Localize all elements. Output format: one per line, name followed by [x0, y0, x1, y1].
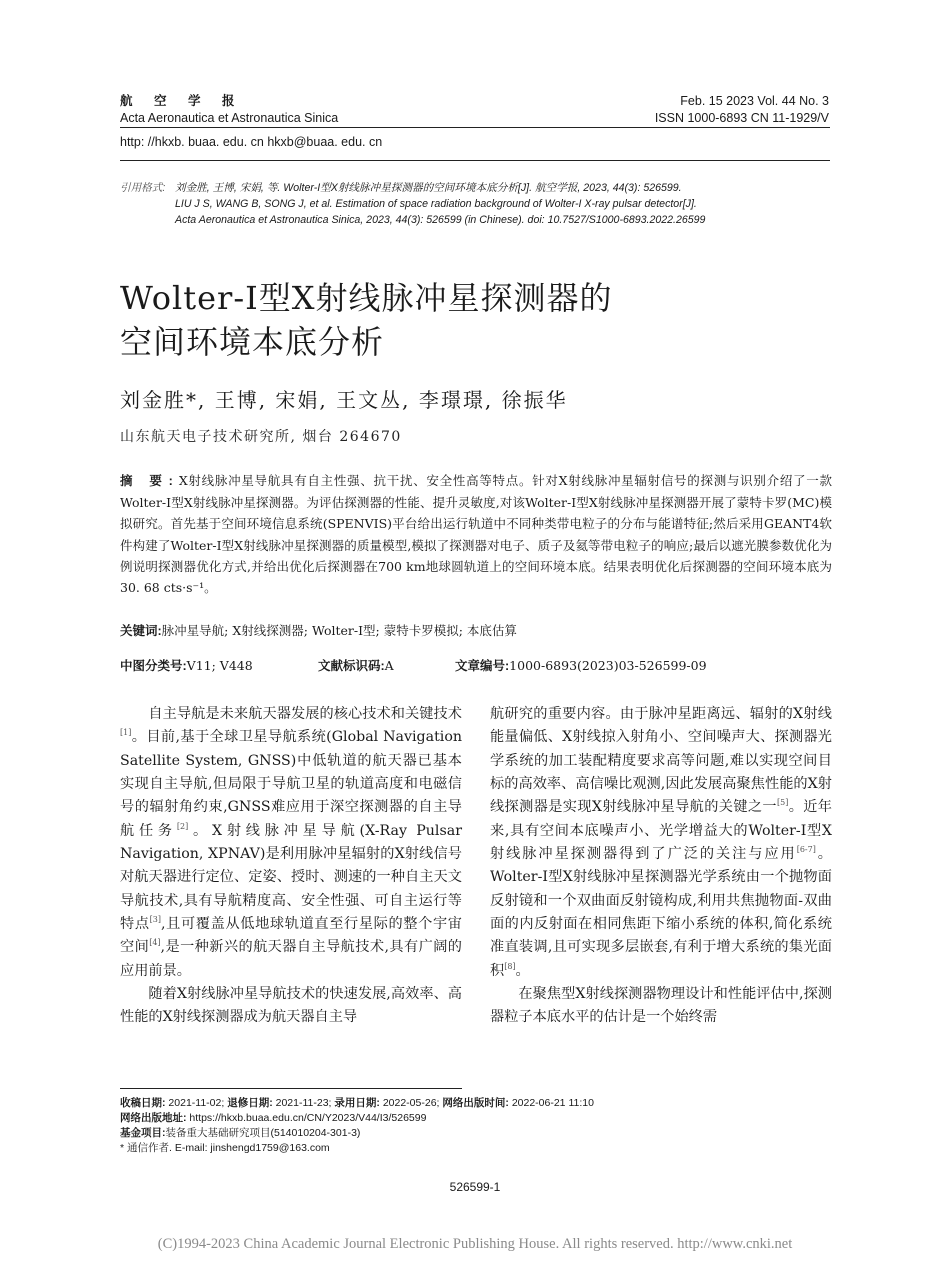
issue-date-volume: Feb. 15 2023 Vol. 44 No. 3	[680, 94, 829, 108]
body-text: ,是一种新兴的航天器自主导航技术,具有广阔的应用前景。	[120, 939, 462, 979]
journal-name-en: Acta Aeronautica et Astronautica Sinica	[120, 111, 339, 125]
online-date: 2022-06-21 11:10	[511, 1097, 594, 1109]
body-text: 航研究的重要内容。由于脉冲星距离远、辐射的X射线能量偏低、X射线掠入射角小、空间噪声大、探测器光学系统的加工装配精度要求高等问题,难以实现空间目标的高效率、高信噪比观测,因此发展高聚焦性能的X射线探测器是实现X射线脉冲星导航的关键之一	[490, 706, 832, 816]
abstract-text: X射线脉冲星导航具有自主性强、抗干扰、安全性高等特点。针对X射线脉冲星辐射信号的探测与识别介绍了一款Wolter-I型X射线脉冲星探测器。为评估探测器的性能、提升灵敏度,对该Wolter-I型X射线脉冲星探测器开展了蒙特卡罗(MC)模拟研究。首先基于空间环境信息系统(SPENVIS)平台给出运行轨道中不同种类带电粒子的分布与能谱特征;然后采用GEANT4软件构建了Wolter-I型X射线脉冲星探测器的质量模型,模拟了探测器对电子、质子及氦等带电粒子的响应;最后以遮光膜参数优化为例说明探测器优化方式,并给出优化后探测器在700 km地球圆轨道上的空间环境本底。结果表明优化后探测器的空间环境本底为30. 68 cts·s⁻¹。	[120, 473, 832, 596]
body-paragraph: 随着X射线脉冲星导航技术的快速发展,高效率、高性能的X射线探测器成为航天器自主导	[120, 986, 462, 1026]
journal-name-cn: 航 空 学 报	[120, 94, 244, 108]
body-column-left	[120, 703, 462, 1030]
reference-marker[interactable]: [6-7]	[796, 845, 816, 855]
received-date: 2021-11-02;	[168, 1097, 225, 1109]
body-paragraph	[120, 703, 462, 983]
doc-code-label: 文献标识码:	[318, 659, 385, 673]
doc-code-value: A	[384, 658, 394, 673]
citation-block	[120, 180, 832, 228]
revised-label: 退修日期:	[227, 1097, 273, 1109]
copyright-notice: (C)1994-2023 China Academic Journal Electronic Publishing House. All rights reserved. http://www.cnki.net	[157, 1236, 793, 1252]
body-text: 。Wolter-I型X射线脉冲星探测器光学系统由一个抛物面反射镜和一个双曲面反射镜构成,利用共焦抛物面-双曲面的内反射面在相同焦距下缩小系统的体积,简化系统准直装调,且可实现多层嵌套,有利于增大系统的集光面积	[490, 846, 832, 979]
body-paragraph	[490, 703, 832, 983]
title-line-2: 空间环境本底分析	[120, 323, 385, 361]
received-label: 收稿日期:	[120, 1097, 166, 1109]
web-label: 网络出版地址:	[120, 1112, 187, 1124]
footnote-fund	[120, 1126, 832, 1141]
corresponding-email[interactable]: E-mail: jinshengd1759@163.com	[174, 1142, 330, 1154]
article-number-value: 1000-6893(2023)03-526599-09	[509, 658, 707, 673]
paper-title	[120, 276, 613, 364]
footnote-web	[120, 1111, 832, 1126]
footnote-rule	[120, 1088, 462, 1089]
body-text: ,且可覆盖从低地球轨道直至行星际的整个宇宙空间	[120, 916, 462, 956]
header-rule	[120, 127, 830, 128]
clc-number	[120, 656, 253, 674]
journal-header-right	[655, 93, 829, 127]
keywords-text: 脉冲星导航; X射线探测器; Wolter-I型; 蒙特卡罗模拟; 本底估算	[161, 623, 517, 638]
affiliation: 山东航天电子技术研究所, 烟台 264670	[120, 429, 402, 445]
body-paragraph: 在聚焦型X射线探测器物理设计和性能评估中,探测器粒子本底水平的估计是一个始终需	[490, 986, 832, 1026]
body-text: 。	[515, 962, 530, 979]
reference-marker[interactable]: [1]	[120, 728, 132, 738]
title-line-1: Wolter-I型X射线脉冲星探测器的	[120, 279, 613, 317]
corresponding-label: * 通信作者.	[120, 1142, 172, 1154]
citation-cn: 刘金胜, 王博, 宋娟, 等. Wolter-I型X射线脉冲星探测器的空间环境本底分析[J]. 航空学报, 2023, 44(3): 526599.	[175, 182, 682, 194]
body-text: 。目前,基于全球卫星导航系统(Global Navigation Satellite System, GNSS)中低轨道的航天器已基本实现自主导航,但局限于导航卫星的轨道高度和电磁信号的辐射角约束,GNSS难应用于深空探测器的自主导航任务	[120, 729, 462, 839]
page-number: 526599-1	[449, 1180, 501, 1194]
accepted-label: 录用日期:	[334, 1097, 380, 1109]
abstract	[120, 470, 832, 598]
body-text: 。近年来,具有空间本底噪声小、光学增益大的Wolter-I型X射线脉冲星探测器得到了广泛的关注与应用	[490, 799, 832, 863]
footnotes	[120, 1096, 832, 1156]
reference-marker[interactable]: [3]	[149, 915, 161, 925]
footnote-corresponding	[120, 1141, 832, 1156]
keywords	[120, 621, 832, 639]
citation-en-1: LIU J S, WANG B, SONG J, et al. Estimation of space radiation background of Wolter-I X-ray pulsar detector[J].	[175, 198, 697, 210]
url-rule	[120, 160, 830, 161]
document-code	[318, 656, 394, 674]
reference-marker[interactable]: [5]	[776, 798, 789, 808]
fund-label: 基金项目:	[120, 1127, 166, 1139]
body-column-right	[490, 703, 832, 1030]
online-label: 网络出版时间:	[442, 1097, 509, 1109]
keywords-label: 关键词:	[120, 624, 162, 638]
citation-en-2: Acta Aeronautica et Astronautica Sinica, 2023, 44(3): 526599 (in Chinese). doi: 10.7527/S1000-6893.2022.26599	[175, 214, 706, 226]
journal-url[interactable]: http: //hkxb. buaa. edu. cn hkxb@buaa. edu. cn	[120, 135, 383, 149]
web-url[interactable]: https://hkxb.buaa.edu.cn/CN/Y2023/V44/I3/526599	[189, 1112, 427, 1124]
article-number-label: 文章编号:	[455, 659, 510, 673]
clc-label: 中图分类号:	[120, 659, 187, 673]
reference-marker[interactable]: [4]	[149, 938, 161, 948]
issn-cn: ISSN 1000-6893 CN 11-1929/V	[654, 111, 829, 125]
author-list: 刘金胜*, 王博, 宋娟, 王文丛, 李璟璟, 徐振华	[120, 388, 568, 412]
reference-marker[interactable]: [2]	[176, 821, 189, 831]
revised-date: 2021-11-23;	[275, 1097, 332, 1109]
journal-header-left	[120, 93, 338, 127]
abstract-label: 摘 要:	[120, 474, 179, 488]
reference-marker[interactable]: [8]	[504, 961, 516, 971]
body-text: 自主导航是未来航天器发展的核心技术和关键技术	[148, 706, 462, 722]
footnote-dates	[120, 1096, 832, 1111]
clc-value: V11; V448	[186, 658, 253, 673]
body-text: 。X射线脉冲星导航(X-Ray Pulsar Navigation, XPNAV)是利用脉冲星辐射的X射线信号对航天器进行定位、定姿、授时、测速的一种自主天文导航技术,具有导航精度高、安全性强、可自主运行等特点	[120, 822, 462, 933]
citation-label: 引用格式:	[120, 182, 166, 194]
article-number	[455, 656, 707, 674]
accepted-date: 2022-05-26;	[382, 1097, 440, 1109]
fund-value: 装备重大基础研究项目(514010204-301-3)	[165, 1127, 361, 1139]
